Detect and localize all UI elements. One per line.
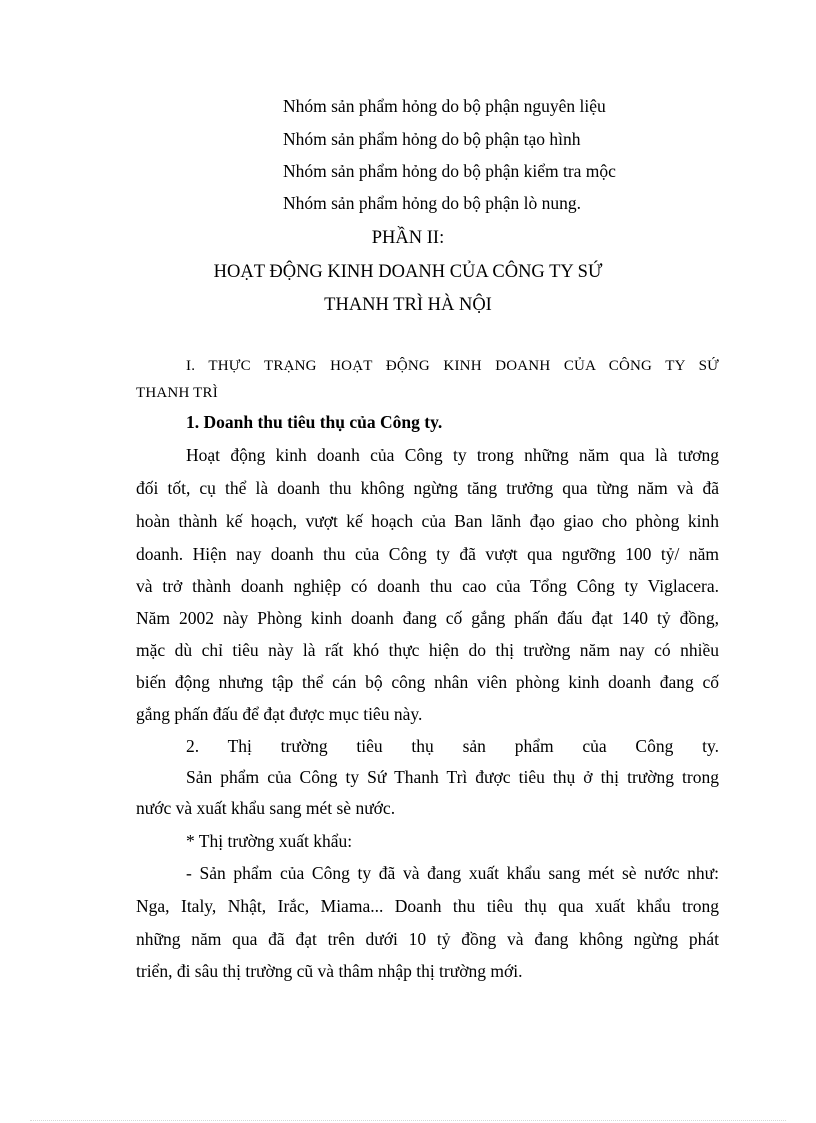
- chapter-title-line1: HOẠT ĐỘNG KINH DOANH CỦA CÔNG TY SỨ: [213, 262, 603, 282]
- paragraph-line: nước và xuất khẩu sang mét sè nước.: [136, 798, 396, 818]
- subsection-title: 1. Doanh thu tiêu thụ của Công ty.: [186, 412, 443, 432]
- paragraph-line: hoàn thành kế hoạch, vượt kế hoạch của Ban lãnh đạo giao cho phòng kinh: [136, 511, 719, 531]
- paragraph-line: gắng phấn đấu để đạt được mục tiêu này.: [136, 704, 423, 724]
- list-item: Nhóm sản phẩm hỏng do bộ phận nguyên liệu: [283, 96, 606, 116]
- paragraph-line: đối tốt, cụ thể là doanh thu không ngừng tăng trưởng qua từng năm và đã: [136, 478, 719, 498]
- paragraph-line: Nga, Italy, Nhật, Irắc, Miama... Doanh thu tiêu thụ qua xuất khẩu trong: [136, 896, 719, 916]
- section-heading: I. THỰC TRẠNG HOẠT ĐỘNG KINH DOANH CỦA CÔNG TY SỨ: [186, 358, 719, 374]
- list-item: Nhóm sản phẩm hỏng do bộ phận kiểm tra mộc: [283, 161, 616, 181]
- chapter-title-line2: THANH TRÌ HÀ NỘI: [324, 295, 492, 315]
- section-heading-cont: THANH TRÌ: [136, 385, 218, 401]
- page-bottom-divider: [30, 1120, 786, 1121]
- paragraph-line: biến động nhưng tập thể cán bộ công nhân viên phòng kinh doanh đang cố: [136, 672, 719, 692]
- paragraph-line: - Sản phẩm của Công ty đã và đang xuất khẩu sang mét sè nước như:: [186, 863, 719, 883]
- paragraph-line: mặc dù chỉ tiêu này là rất khó thực hiện do thị trường năm nay có nhiều: [136, 640, 719, 660]
- paragraph-line: những năm qua đã đạt trên dưới 10 tỷ đồng và đang không ngừng phát: [136, 929, 719, 949]
- paragraph-line: Hoạt động kinh doanh của Công ty trong những năm qua là tương: [186, 445, 719, 465]
- list-item: Nhóm sản phẩm hỏng do bộ phận lò nung.: [283, 193, 581, 213]
- list-item: Nhóm sản phẩm hỏng do bộ phận tạo hình: [283, 129, 581, 149]
- paragraph-line: Sản phẩm của Công ty Sứ Thanh Trì được tiêu thụ ở thị trường trong: [186, 767, 719, 787]
- paragraph-line: Năm 2002 này Phòng kinh doanh đang cố gắng phấn đấu đạt 140 tỷ đồng,: [136, 608, 719, 628]
- part-title: PHẦN II:: [371, 228, 445, 248]
- paragraph-line: triển, đi sâu thị trường cũ và thâm nhập thị trường mới.: [136, 961, 523, 981]
- paragraph-line: doanh. Hiện nay doanh thu của Công ty đã vượt qua ngưỡng 100 tỷ/ năm: [136, 544, 719, 564]
- subsection-title: 2. Thị trường tiêu thụ sản phẩm của Công ty.: [186, 736, 719, 756]
- export-heading: * Thị trường xuất khẩu:: [186, 831, 353, 851]
- paragraph-line: và trở thành doanh nghiệp có doanh thu cao của Tổng Công ty Viglacera.: [136, 576, 719, 596]
